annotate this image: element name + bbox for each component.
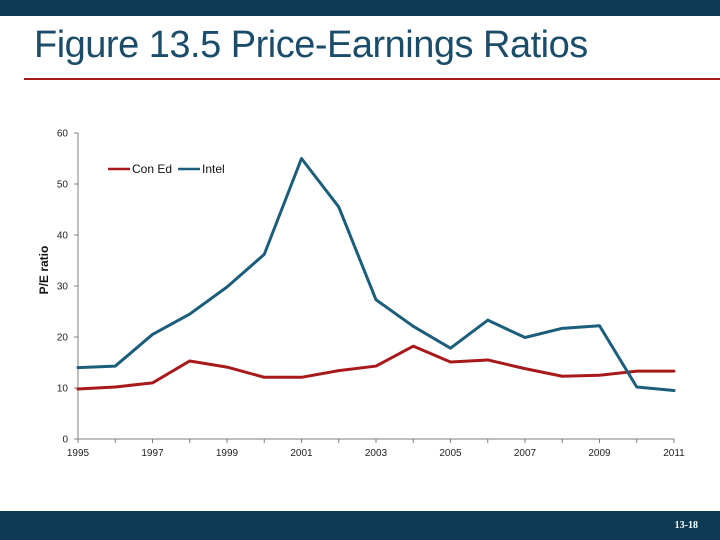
y-tick-label: 30 — [56, 281, 68, 293]
y-tick-label: 60 — [56, 128, 68, 140]
x-tick-label: 2005 — [439, 448, 462, 459]
y-tick-label: 0 — [62, 434, 68, 446]
x-tick-label: 1995 — [66, 448, 90, 459]
chart-legend — [108, 162, 225, 176]
x-tick-label: 2011 — [663, 448, 685, 459]
bottom-banner — [0, 511, 720, 540]
series-lines — [78, 159, 674, 391]
series-line-con-ed — [78, 346, 674, 389]
slide-number: 13-18 — [674, 520, 698, 531]
slide-title: Figure 13.5 Price-Earnings Ratios — [34, 24, 588, 66]
legend-label: Intel — [202, 162, 225, 176]
y-tick-label: 20 — [56, 332, 68, 344]
y-tick-label: 10 — [56, 383, 68, 395]
x-tick-label: 1999 — [215, 448, 239, 459]
x-tick-label: 2007 — [513, 448, 537, 459]
chart-axes — [74, 133, 674, 443]
series-line-intel — [78, 159, 674, 391]
y-tick-label: 50 — [56, 179, 68, 191]
x-tick-label: 2009 — [588, 448, 611, 459]
x-tick-label: 2003 — [364, 448, 388, 459]
y-axis-label: P/E ratio — [37, 245, 51, 295]
x-tick-label: 1997 — [141, 448, 164, 459]
y-tick-labels — [57, 129, 69, 446]
x-tick-label: 2001 — [290, 448, 313, 459]
x-tick-labels — [67, 448, 685, 459]
legend-label: Con Ed — [132, 162, 173, 176]
y-tick-label: 40 — [56, 230, 68, 242]
